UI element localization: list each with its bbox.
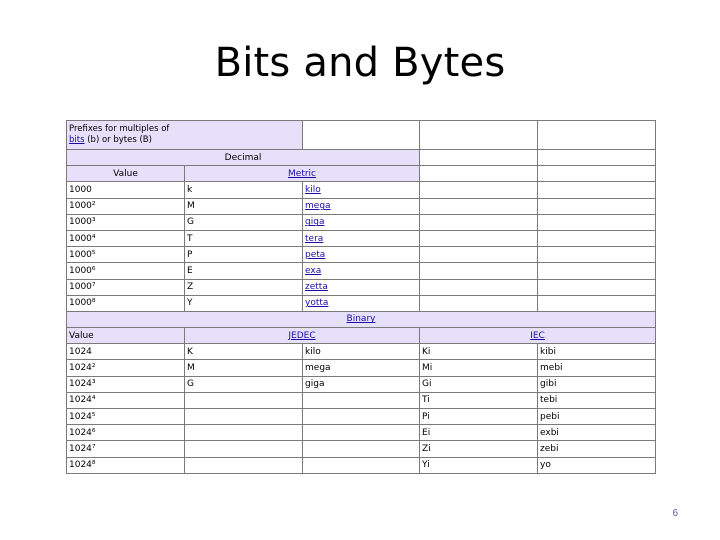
- iec-symbol: Yi: [420, 457, 538, 473]
- blank-cell: [538, 150, 656, 166]
- jedec-name: mega: [303, 360, 420, 376]
- metric-name-cell: [303, 198, 420, 214]
- metric-name-link[interactable]: giga: [305, 217, 325, 228]
- iec-link[interactable]: IEC: [530, 330, 545, 341]
- iec-name: exbi: [538, 425, 656, 441]
- iec-header: [420, 328, 656, 344]
- decimal-row: [67, 279, 656, 295]
- blank-cell: [538, 214, 656, 230]
- iec-name: yo: [538, 457, 656, 473]
- jedec-symbol: [185, 457, 303, 473]
- metric-name-link[interactable]: peta: [305, 249, 326, 260]
- iec-name: pebi: [538, 409, 656, 425]
- jedec-name: [303, 392, 420, 408]
- metric-name-link[interactable]: tera: [305, 233, 324, 244]
- metric-symbol: T: [185, 230, 303, 246]
- iec-symbol: Gi: [420, 376, 538, 392]
- binary-row: [67, 344, 656, 360]
- jedec-symbol: [185, 392, 303, 408]
- blank-cell: [420, 295, 538, 311]
- jedec-name: kilo: [303, 344, 420, 360]
- blank-cell: [538, 247, 656, 263]
- binary-row: [67, 376, 656, 392]
- blank-cell: [303, 121, 420, 150]
- iec-symbol: Ki: [420, 344, 538, 360]
- blank-cell: [538, 263, 656, 279]
- blank-cell: [420, 166, 538, 182]
- jedec-name: giga: [303, 376, 420, 392]
- prefix-table: [66, 120, 656, 474]
- blank-cell: [420, 182, 538, 198]
- jedec-symbol: G: [185, 376, 303, 392]
- binary-subheader-row: [67, 328, 656, 344]
- metric-name-cell: [303, 247, 420, 263]
- metric-symbol: M: [185, 198, 303, 214]
- metric-symbol: k: [185, 182, 303, 198]
- decimal-value: 1000⁵: [67, 247, 185, 263]
- metric-name-link[interactable]: kilo: [305, 184, 321, 195]
- decimal-subheader-row: [67, 166, 656, 182]
- metric-name-link[interactable]: exa: [305, 265, 322, 276]
- decimal-header: Decimal: [67, 150, 420, 166]
- decimal-value: 1000²: [67, 198, 185, 214]
- decimal-metric-header: [185, 166, 420, 182]
- binary-row: [67, 409, 656, 425]
- metric-name-cell: [303, 182, 420, 198]
- blank-cell: [538, 230, 656, 246]
- decimal-row: [67, 247, 656, 263]
- blank-cell: [420, 230, 538, 246]
- binary-value: 1024⁷: [67, 441, 185, 457]
- blank-cell: [538, 295, 656, 311]
- binary-link[interactable]: Binary: [346, 314, 376, 325]
- iec-name: tebi: [538, 392, 656, 408]
- caption-row: [67, 121, 656, 150]
- binary-header: [67, 311, 656, 327]
- binary-value: 1024³: [67, 376, 185, 392]
- binary-value-header: Value: [67, 328, 185, 344]
- slide-title: Bits and Bytes: [214, 40, 506, 86]
- iec-symbol: Zi: [420, 441, 538, 457]
- blank-cell: [420, 214, 538, 230]
- decimal-row: [67, 214, 656, 230]
- metric-name-cell: [303, 230, 420, 246]
- binary-row: [67, 441, 656, 457]
- blank-cell: [538, 166, 656, 182]
- iec-name: zebi: [538, 441, 656, 457]
- binary-value: 1024²: [67, 360, 185, 376]
- jedec-name: [303, 457, 420, 473]
- blank-cell: [420, 198, 538, 214]
- binary-row: [67, 457, 656, 473]
- metric-symbol: P: [185, 247, 303, 263]
- metric-link[interactable]: Metric: [288, 168, 316, 179]
- decimal-value: 1000⁴: [67, 230, 185, 246]
- binary-value: 1024: [67, 344, 185, 360]
- binary-value: 1024⁶: [67, 425, 185, 441]
- jedec-symbol: M: [185, 360, 303, 376]
- iec-symbol: Ei: [420, 425, 538, 441]
- page-number: 6: [672, 508, 678, 519]
- binary-value: 1024⁸: [67, 457, 185, 473]
- jedec-header: [185, 328, 420, 344]
- iec-symbol: Ti: [420, 392, 538, 408]
- decimal-value-header: Value: [67, 166, 185, 182]
- blank-cell: [538, 121, 656, 150]
- blank-cell: [420, 263, 538, 279]
- decimal-value: 1000: [67, 182, 185, 198]
- metric-symbol: G: [185, 214, 303, 230]
- decimal-value: 1000³: [67, 214, 185, 230]
- bits-link[interactable]: bits: [69, 135, 85, 145]
- metric-name-cell: [303, 279, 420, 295]
- iec-symbol: Pi: [420, 409, 538, 425]
- metric-name-link[interactable]: mega: [305, 201, 331, 212]
- blank-cell: [538, 182, 656, 198]
- jedec-link[interactable]: JEDEC: [288, 330, 316, 341]
- binary-row: [67, 360, 656, 376]
- binary-row: [67, 392, 656, 408]
- jedec-name: [303, 425, 420, 441]
- metric-name-link[interactable]: yotta: [305, 298, 329, 309]
- decimal-header-row: [67, 150, 656, 166]
- decimal-value: 1000⁸: [67, 295, 185, 311]
- decimal-value: 1000⁷: [67, 279, 185, 295]
- jedec-symbol: K: [185, 344, 303, 360]
- table-caption: [67, 121, 303, 150]
- blank-cell: [420, 247, 538, 263]
- metric-symbol: Z: [185, 279, 303, 295]
- decimal-row: [67, 230, 656, 246]
- metric-name-cell: [303, 214, 420, 230]
- decimal-row: [67, 295, 656, 311]
- metric-name-cell: [303, 295, 420, 311]
- metric-name-cell: [303, 263, 420, 279]
- iec-name: kibi: [538, 344, 656, 360]
- binary-value: 1024⁵: [67, 409, 185, 425]
- iec-symbol: Mi: [420, 360, 538, 376]
- metric-symbol: E: [185, 263, 303, 279]
- blank-cell: [538, 279, 656, 295]
- jedec-name: [303, 409, 420, 425]
- blank-cell: [420, 150, 538, 166]
- binary-header-row: [67, 311, 656, 327]
- metric-name-link[interactable]: zetta: [305, 282, 328, 293]
- blank-cell: [420, 279, 538, 295]
- decimal-row: [67, 198, 656, 214]
- metric-symbol: Y: [185, 295, 303, 311]
- jedec-symbol: [185, 409, 303, 425]
- caption-suffix: (b) or bytes (B): [87, 135, 152, 145]
- jedec-symbol: [185, 441, 303, 457]
- decimal-row: [67, 182, 656, 198]
- decimal-value: 1000⁶: [67, 263, 185, 279]
- jedec-symbol: [185, 425, 303, 441]
- caption-text: Prefixes for multiples of: [69, 124, 170, 134]
- blank-cell: [538, 198, 656, 214]
- iec-name: mebi: [538, 360, 656, 376]
- binary-row: [67, 425, 656, 441]
- iec-name: gibi: [538, 376, 656, 392]
- binary-value: 1024⁴: [67, 392, 185, 408]
- decimal-row: [67, 263, 656, 279]
- blank-cell: [420, 121, 538, 150]
- jedec-name: [303, 441, 420, 457]
